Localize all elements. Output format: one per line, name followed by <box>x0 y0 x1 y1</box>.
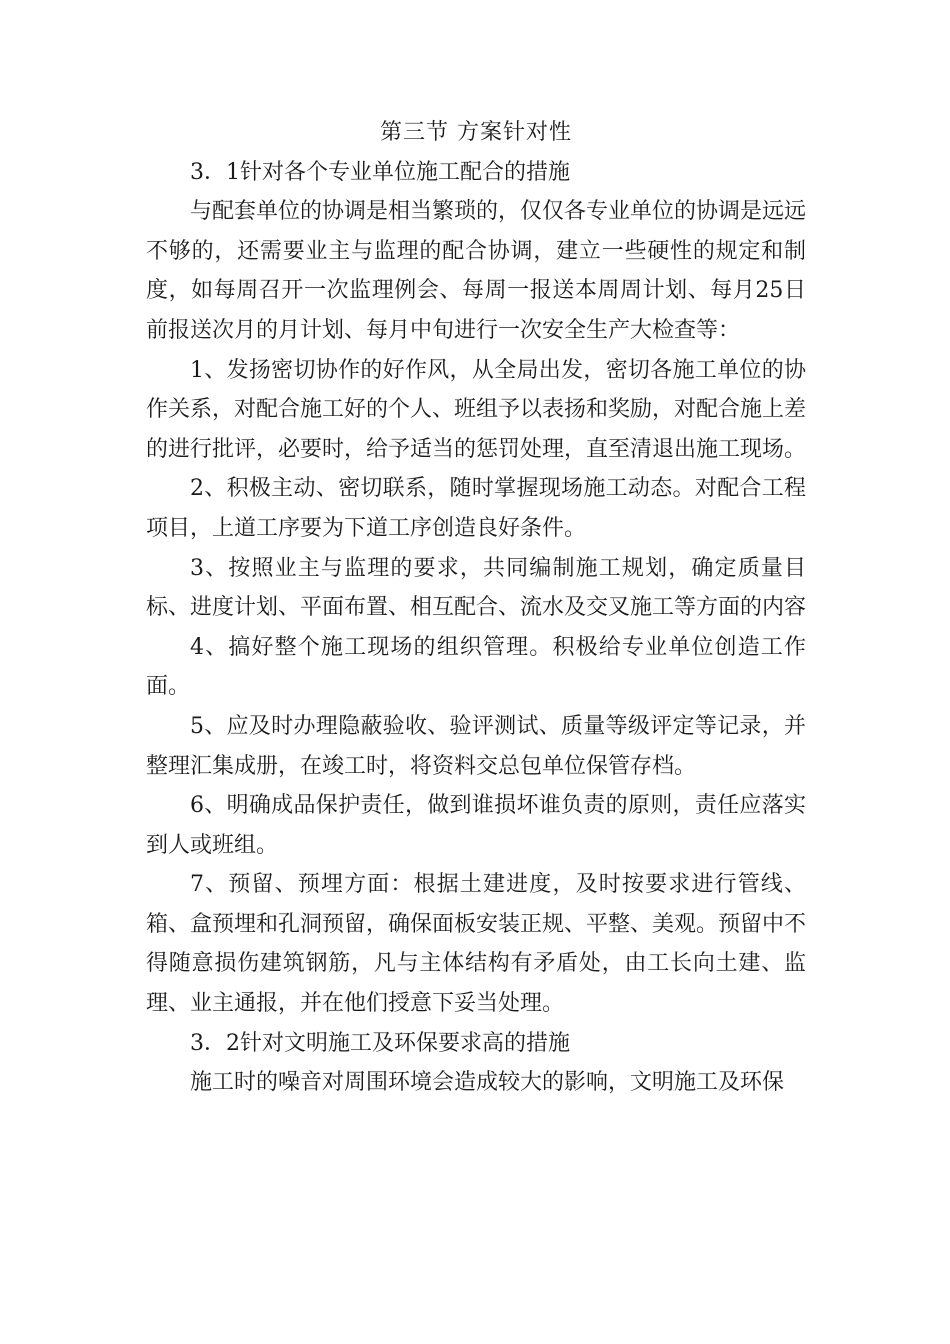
list-item: 6、明确成品保护责任，做到谁损坏谁负责的原则，责任应落实到人或班组。 <box>146 793 806 858</box>
section-title: 第三节 方案针对性 <box>380 120 572 145</box>
subsection-heading-3-1: 3．1针对各个专业单位施工配合的措施 <box>190 159 570 185</box>
list-item: 5、应及时办理隐蔽验收、验评测试、质量等级评定等记录，并整理汇集成册，在竣工时，将资料交总包单位保管存档。 <box>146 713 806 779</box>
list-item: 1、发扬密切协作的好作风，从全局出发，密切各施工单位的协作关系，对配合施工好的个人、班组予以表扬和奖励，对配合施上差的进行批评，必要时，给予适当的惩罚处理，直至清退出施工现场。 <box>146 357 807 462</box>
paragraph-intro-3-2: 施工时的噪音对周围环境会造成较大的影响，文明施工及环保 <box>190 1070 785 1096</box>
list-item: 3、按照业主与监理的要求，共同编制施工规划，确定质量目标、进度计划、平面布置、相互配合、流水及交叉施工等方面的内容 <box>146 555 807 621</box>
paragraph-intro-3-1: 与配套单位的协调是相当繁琐的，仅仅各专业单位的协调是远远不够的，还需要业主与监理的配合协调，建立一些硬性的规定和制度，如每周召开一次监理例会、每周一报送本周周计划、每月25日前报送次月的月计划、每月中旬进行一次安全生产大检查等： <box>146 199 807 343</box>
list-item: 7、预留、预埋方面：根据土建进度，及时按要求进行管线、箱、盒预埋和孔洞预留，确保面板安装正规、平整、美观。预留中不得随意损伤建筑钢筋，凡与主体结构有矛盾处，由工长向土建、监理、业主通报，并在他们授意下妥当处理。 <box>146 872 807 1017</box>
list-item: 4、搞好整个施工现场的组织管理。积极给专业单位创造工作面。 <box>146 634 806 700</box>
list-item: 2、积极主动、密切联系，随时掌握现场施工动态。对配合工程项目，上道工序要为下道工序创造良好条件。 <box>146 476 806 541</box>
subsection-heading-3-2: 3．2针对文明施工及环保要求高的措施 <box>190 1030 570 1056</box>
document-page <box>146 113 806 1103</box>
